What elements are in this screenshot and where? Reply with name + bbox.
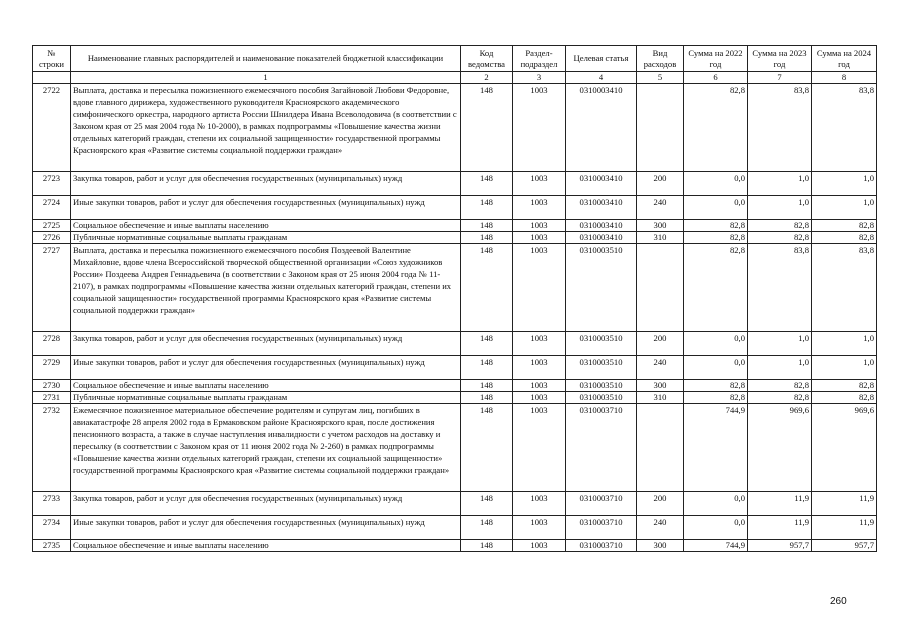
name-cell: Публичные нормативные социальные выплаты гражданам [71,232,461,244]
expense-type-cell: 200 [637,332,684,356]
name-cell: Выплата, доставка и пересылка пожизненного ежемесячного пособия Загайновой Любови Федоровне, вдове главного дирижера, художественного руководителя Красноярского академического симфонического оркестра, народного артиста России Шнилдера Ивана Всеволодовича (в соответствии с Законом края от 25 мая 2004 года № 10-2000), в рамках подпрограммы «Повышение качества жизни отдельных категорий граждан, степени их социальной защищенности» государственной программы Красноярского края «Развитие системы социальной поддержки граждан» [71,84,461,172]
row-number-cell: 2728 [33,332,71,356]
sum-2023-cell: 957,7 [748,540,812,552]
sum-2024-cell: 83,8 [812,244,877,332]
sum-2024-cell: 82,8 [812,232,877,244]
expense-type-cell: 200 [637,492,684,516]
sum-2023-cell: 82,8 [748,232,812,244]
sum-2024-cell: 1,0 [812,172,877,196]
row-number-cell: 2727 [33,244,71,332]
table-row [33,392,877,404]
row-number-cell: 2724 [33,196,71,220]
target-article-cell: 0310003510 [566,244,637,332]
row-number-cell: 2722 [33,84,71,172]
section-cell: 1003 [513,404,566,492]
department-code-cell: 148 [461,380,513,392]
sum-2023-cell: 969,6 [748,404,812,492]
row-number-cell: 2726 [33,232,71,244]
target-article-cell: 0310003410 [566,172,637,196]
page-number: 260 [830,596,847,607]
department-code-cell: 148 [461,540,513,552]
row-number-cell: 2731 [33,392,71,404]
colnum-s22: 6 [684,72,748,84]
header-sum-2022: Сумма на 2022 год [684,46,748,72]
header-target-article: Целевая статья [566,46,637,72]
sum-2023-cell: 11,9 [748,492,812,516]
row-number-cell: 2729 [33,356,71,380]
table-row [33,380,877,392]
table-row [33,332,877,356]
table-row [33,540,877,552]
header-department-code: Код ведомства [461,46,513,72]
expense-type-cell: 240 [637,516,684,540]
expense-type-cell: 310 [637,392,684,404]
sum-2022-cell: 0,0 [684,356,748,380]
section-cell: 1003 [513,220,566,232]
sum-2024-cell: 82,8 [812,380,877,392]
name-cell: Закупка товаров, работ и услуг для обеспечения государственных (муниципальных) нужд [71,332,461,356]
name-cell: Ежемесячное пожизненное материальное обеспечение родителям и супругам лиц, погибших в авиакатастрофе 28 апреля 2002 года в Ермаковском районе Красноярского края, после достижения пенсионного возраста, а также в случае наступления инвалидности с учетом расходов на доставку и пересылку (в соответствии с Законом края от 11 июня 2002 года № 2-260) в рамках подпрограммы «Повышение качества жизни отдельных категорий граждан, степени их социальной защищенности» государственной программы Красноярского края «Развитие системы социальной поддержки граждан» [71,404,461,492]
table-row [33,172,877,196]
header-row-number: № строки [33,46,71,72]
department-code-cell: 148 [461,404,513,492]
sum-2023-cell: 83,8 [748,244,812,332]
section-cell: 1003 [513,492,566,516]
sum-2022-cell: 0,0 [684,196,748,220]
colnum-type: 5 [637,72,684,84]
department-code-cell: 148 [461,492,513,516]
sum-2024-cell: 83,8 [812,84,877,172]
budget-table [32,45,877,552]
target-article-cell: 0310003510 [566,380,637,392]
colnum-code: 2 [461,72,513,84]
colnum-target: 4 [566,72,637,84]
header-section: Раздел-подраздел [513,46,566,72]
section-cell: 1003 [513,356,566,380]
expense-type-cell: 200 [637,172,684,196]
header-sum-2024: Сумма на 2024 год [812,46,877,72]
sum-2024-cell: 969,6 [812,404,877,492]
target-article-cell: 0310003410 [566,220,637,232]
target-article-cell: 0310003710 [566,404,637,492]
colnum-s24: 8 [812,72,877,84]
sum-2022-cell: 82,8 [684,220,748,232]
target-article-cell: 0310003510 [566,392,637,404]
department-code-cell: 148 [461,232,513,244]
sum-2024-cell: 11,9 [812,516,877,540]
sum-2022-cell: 0,0 [684,492,748,516]
sum-2022-cell: 82,8 [684,232,748,244]
sum-2024-cell: 1,0 [812,196,877,220]
department-code-cell: 148 [461,516,513,540]
table-row [33,516,877,540]
sum-2023-cell: 1,0 [748,356,812,380]
expense-type-cell: 300 [637,540,684,552]
expense-type-cell [637,244,684,332]
name-cell: Закупка товаров, работ и услуг для обеспечения государственных (муниципальных) нужд [71,492,461,516]
target-article-cell: 0310003410 [566,232,637,244]
target-article-cell: 0310003510 [566,332,637,356]
header-name: Наименование главных распорядителей и наименование показателей бюджетной классификации [71,46,461,72]
colnum-empty [33,72,71,84]
expense-type-cell: 300 [637,220,684,232]
department-code-cell: 148 [461,84,513,172]
section-cell: 1003 [513,540,566,552]
row-number-cell: 2723 [33,172,71,196]
target-article-cell: 0310003510 [566,356,637,380]
sum-2024-cell: 82,8 [812,220,877,232]
sum-2023-cell: 82,8 [748,392,812,404]
expense-type-cell: 310 [637,232,684,244]
sum-2023-cell: 1,0 [748,172,812,196]
sum-2022-cell: 0,0 [684,516,748,540]
target-article-cell: 0310003410 [566,84,637,172]
sum-2023-cell: 1,0 [748,196,812,220]
expense-type-cell [637,404,684,492]
sum-2023-cell: 83,8 [748,84,812,172]
section-cell: 1003 [513,196,566,220]
department-code-cell: 148 [461,392,513,404]
row-number-cell: 2733 [33,492,71,516]
section-cell: 1003 [513,392,566,404]
row-number-cell: 2732 [33,404,71,492]
table-row [33,196,877,220]
target-article-cell: 0310003710 [566,516,637,540]
header-sum-2023: Сумма на 2023 год [748,46,812,72]
section-cell: 1003 [513,172,566,196]
table-row [33,492,877,516]
name-cell: Социальное обеспечение и иные выплаты населению [71,540,461,552]
sum-2022-cell: 82,8 [684,244,748,332]
name-cell: Иные закупки товаров, работ и услуг для обеспечения государственных (муниципальных) нужд [71,516,461,540]
name-cell: Выплата, доставка и пересылка пожизненного ежемесячного пособия Поздеевой Валентине Михайловне, вдове члена Всероссийской творческой общественной организации «Союз художников России» Поздеева Андрея Геннадьевича (в соответствии с Законом края от 25 июня 2004 года № 11-2107), в рамках подпрограммы «Повышение качества жизни отдельных категорий граждан, степени их социальной защищенности» государственной программы Красноярского края «Развитие системы социальной поддержки граждан» [71,244,461,332]
department-code-cell: 148 [461,196,513,220]
sum-2024-cell: 1,0 [812,332,877,356]
row-number-cell: 2725 [33,220,71,232]
expense-type-cell [637,84,684,172]
name-cell: Социальное обеспечение и иные выплаты населению [71,380,461,392]
department-code-cell: 148 [461,172,513,196]
table-row [33,356,877,380]
sum-2023-cell: 82,8 [748,220,812,232]
section-cell: 1003 [513,84,566,172]
sum-2022-cell: 0,0 [684,332,748,356]
department-code-cell: 148 [461,356,513,380]
table-row [33,244,877,332]
department-code-cell: 148 [461,220,513,232]
table-row [33,220,877,232]
sum-2022-cell: 82,8 [684,380,748,392]
table-row [33,232,877,244]
column-number-row [33,72,877,84]
table-row [33,84,877,172]
row-number-cell: 2735 [33,540,71,552]
colnum-s23: 7 [748,72,812,84]
section-cell: 1003 [513,516,566,540]
colnum-section: 3 [513,72,566,84]
expense-type-cell: 300 [637,380,684,392]
sum-2022-cell: 82,8 [684,392,748,404]
name-cell: Социальное обеспечение и иные выплаты населению [71,220,461,232]
sum-2024-cell: 1,0 [812,356,877,380]
table-row [33,404,877,492]
table-body [33,84,877,552]
table-header-row [33,46,877,72]
expense-type-cell: 240 [637,196,684,220]
department-code-cell: 148 [461,332,513,356]
sum-2022-cell: 744,9 [684,404,748,492]
sum-2022-cell: 82,8 [684,84,748,172]
target-article-cell: 0310003410 [566,196,637,220]
name-cell: Публичные нормативные социальные выплаты гражданам [71,392,461,404]
target-article-cell: 0310003710 [566,492,637,516]
row-number-cell: 2730 [33,380,71,392]
section-cell: 1003 [513,232,566,244]
sum-2023-cell: 11,9 [748,516,812,540]
name-cell: Закупка товаров, работ и услуг для обеспечения государственных (муниципальных) нужд [71,172,461,196]
name-cell: Иные закупки товаров, работ и услуг для обеспечения государственных (муниципальных) нужд [71,196,461,220]
sum-2024-cell: 957,7 [812,540,877,552]
name-cell: Иные закупки товаров, работ и услуг для обеспечения государственных (муниципальных) нужд [71,356,461,380]
sum-2022-cell: 0,0 [684,172,748,196]
department-code-cell: 148 [461,244,513,332]
colnum-name: 1 [71,72,461,84]
target-article-cell: 0310003710 [566,540,637,552]
sum-2022-cell: 744,9 [684,540,748,552]
sum-2023-cell: 82,8 [748,380,812,392]
section-cell: 1003 [513,380,566,392]
section-cell: 1003 [513,244,566,332]
expense-type-cell: 240 [637,356,684,380]
sum-2024-cell: 11,9 [812,492,877,516]
sum-2023-cell: 1,0 [748,332,812,356]
row-number-cell: 2734 [33,516,71,540]
section-cell: 1003 [513,332,566,356]
sum-2024-cell: 82,8 [812,392,877,404]
header-expense-type: Вид расходов [637,46,684,72]
